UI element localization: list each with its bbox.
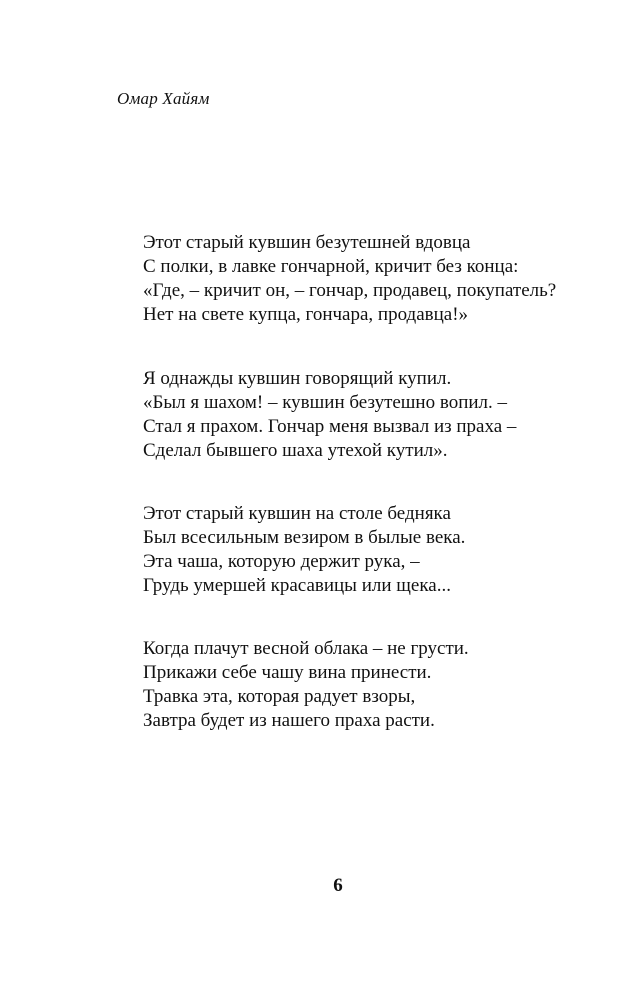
stanza-2 (143, 367, 593, 463)
running-head-author: Омар Хайям (117, 89, 210, 108)
poem-line: Я однажды кувшин говорящий купил. (143, 368, 452, 389)
poem-line: Когда плачут весной облака – не грусти. (143, 638, 469, 659)
poem-line: «Был я шахом! – кувшин безутешно вопил. – (143, 392, 508, 413)
poem-line: Был всесильным везиром в былые века. (143, 527, 466, 548)
stanza-1 (143, 231, 593, 327)
poem-line: Завтра будет из нашего праха расти. (143, 710, 435, 731)
poem-line: Сделал бывшего шаха утехой кутил». (143, 440, 448, 461)
poem-line: Прикажи себе чашу вина принести. (143, 662, 432, 683)
poem-line: Нет на свете купца, гончара, продавца!» (143, 304, 469, 325)
page-number: 6 (333, 875, 343, 896)
poem-line: С полки, в лавке гончарной, кричит без конца: (143, 256, 519, 277)
poem-line: Этот старый кувшин безутешней вдовца (143, 232, 471, 253)
stanza-3 (143, 502, 593, 598)
poem-line: Эта чаша, которую держит рука, – (143, 551, 420, 572)
poem-line: Травка эта, которая радует взоры, (143, 686, 416, 707)
poem-line: Стал я прахом. Гончар меня вызвал из праха – (143, 416, 517, 437)
poem-line: Этот старый кувшин на столе бедняка (143, 503, 451, 524)
poem-line: Грудь умершей красавицы или щека... (143, 575, 451, 596)
poem-line: «Где, – кричит он, – гончар, продавец, покупатель? (143, 280, 557, 301)
stanza-4 (143, 637, 593, 733)
